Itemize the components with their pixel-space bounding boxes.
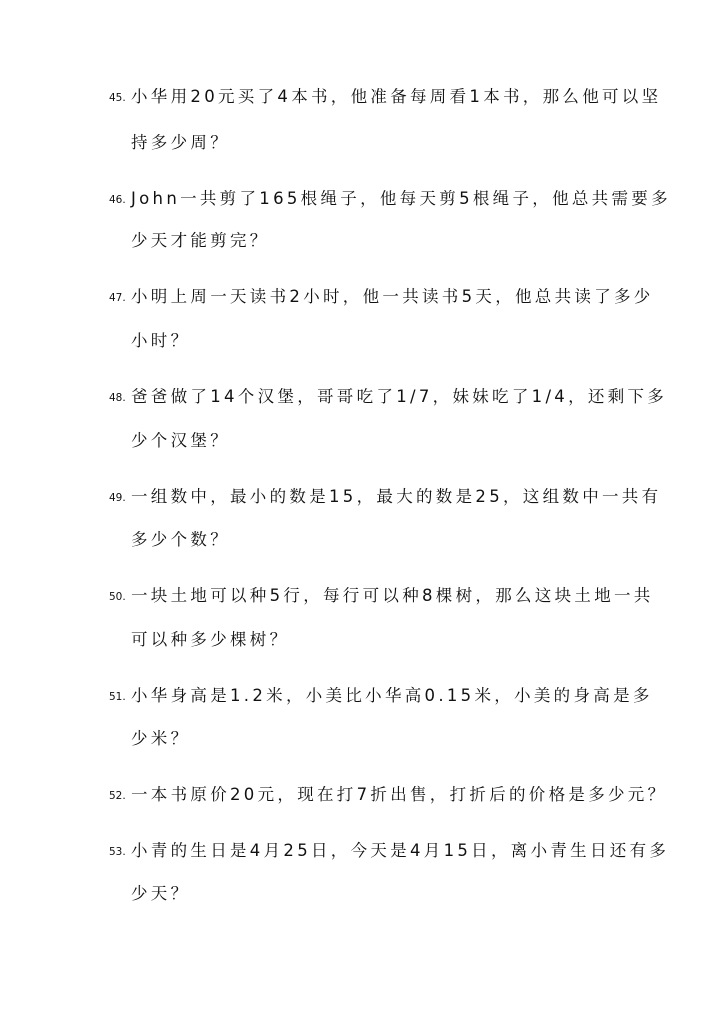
- question-53-line-1: [109, 843, 669, 860]
- question-50-line-1: [109, 588, 654, 605]
- question-46-number: 46.: [109, 194, 126, 206]
- question-49-line-1: [109, 489, 661, 506]
- question-47-number: 47.: [109, 292, 126, 304]
- question-51-line-1: [109, 688, 653, 705]
- question-50-line-2: 可以种多少棵树？: [131, 630, 290, 649]
- question-48-text: 爸爸做了14个汉堡，哥哥吃了1/7，妹妹吃了1/4，还剩下多: [131, 387, 668, 406]
- question-49-line-2: 多少个数？: [131, 530, 230, 549]
- question-45-number: 45.: [109, 92, 126, 104]
- question-46-text: John一共剪了165根绳子，他每天剪5根绳子，他总共需要多: [131, 189, 671, 208]
- question-49-text: 一组数中，最小的数是15，最大的数是25，这组数中一共有: [131, 487, 662, 506]
- question-47-line-1: [109, 289, 654, 306]
- question-52-number: 52.: [109, 790, 126, 802]
- question-48-line-1: [109, 389, 667, 406]
- question-50-text: 一块土地可以种5行，每行可以种8棵树，那么这块土地一共: [131, 586, 654, 605]
- question-48-line-2: 少个汉堡？: [131, 431, 230, 450]
- question-52-line-1: [109, 787, 667, 804]
- question-49-number: 49.: [109, 492, 126, 504]
- question-45-line-2: 持多少周？: [131, 133, 230, 152]
- question-53-line-2: 少天？: [131, 884, 191, 903]
- question-45-text: 小华用20元买了4本书，他准备每周看1本书，那么他可以坚: [131, 87, 662, 106]
- question-46-line-1: [109, 191, 671, 208]
- question-52-text: 一本书原价20元，现在打7折出售，打折后的价格是多少元？: [131, 785, 668, 804]
- question-53-number: 53.: [109, 846, 126, 858]
- question-51-text: 小华身高是1.2米，小美比小华高0.15米，小美的身高是多: [131, 686, 653, 705]
- question-45-line-1: [109, 89, 661, 106]
- question-47-text: 小明上周一天读书2小时，他一共读书5天，他总共读了多少: [131, 287, 654, 306]
- question-50-number: 50.: [109, 591, 126, 603]
- question-53-text: 小青的生日是4月25日，今天是4月15日，离小青生日还有多: [131, 841, 670, 860]
- question-46-line-2: 少天才能剪完？: [131, 231, 270, 250]
- question-47-line-2: 小时？: [131, 331, 191, 350]
- question-48-number: 48.: [109, 392, 126, 404]
- question-51-line-2: 少米？: [131, 729, 191, 748]
- question-51-number: 51.: [109, 691, 126, 703]
